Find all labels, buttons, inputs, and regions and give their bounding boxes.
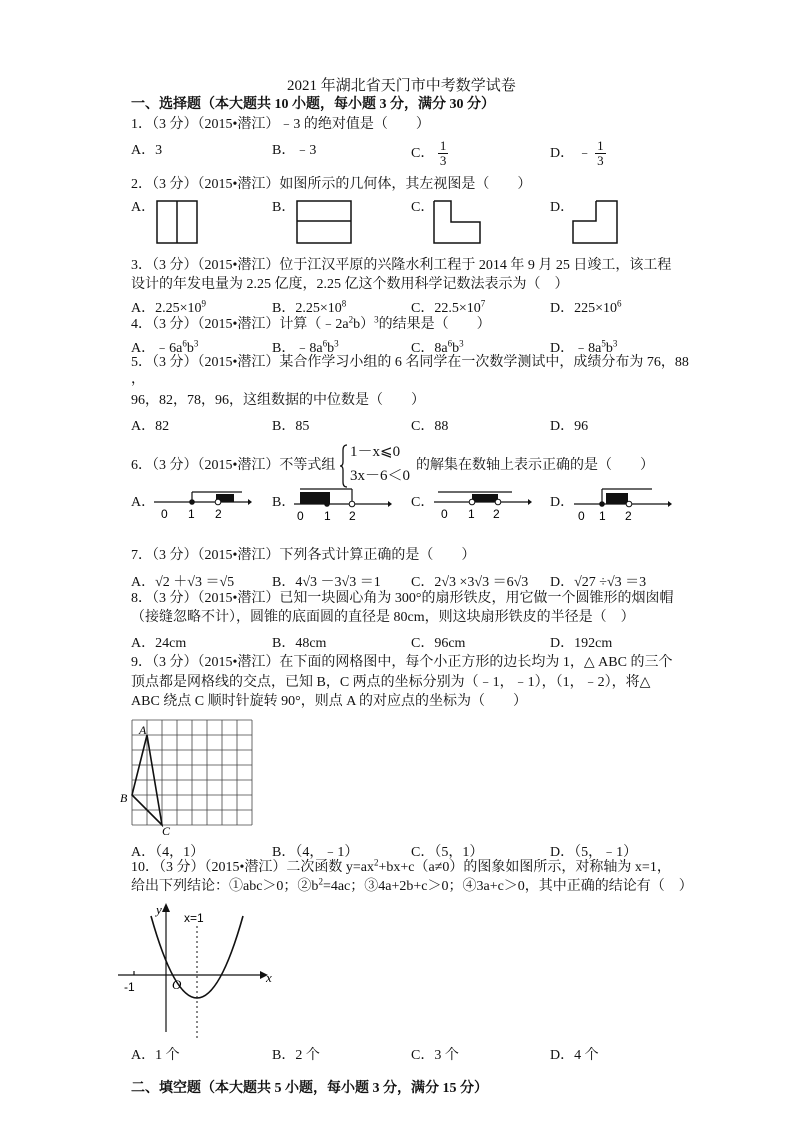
q3-option-c[interactable] <box>411 297 485 317</box>
exponent: 2 <box>374 857 379 868</box>
q10-parabola-graph <box>118 900 278 1040</box>
document-title: 2021 年湖北省天门市中考数学试卷 <box>287 78 516 94</box>
x-axis-label: x <box>266 970 272 985</box>
q6-numberline-a <box>152 488 252 524</box>
q10-line2-post: =4ac；③4a+2b+c＞0；④3a+c＞0，其中正确的结论有（ ） <box>322 879 693 894</box>
q1-option-c-label: C． <box>411 146 435 162</box>
q4-option-d[interactable] <box>550 337 617 357</box>
q1-option-b[interactable]: B．﹣3 <box>272 143 317 158</box>
q6-b-tick-2: 2 <box>349 509 356 523</box>
q3-option-b[interactable] <box>272 297 346 317</box>
q3-option-a-text: A．2.25×10 <box>131 301 202 316</box>
q3-stem-line1: 3．（3 分）（2015•潜江）位于江汉平原的兴隆水利工程于 2014 年 9 月 25 日竣工，该工程 <box>131 258 672 273</box>
q7-option-b[interactable] <box>272 571 381 591</box>
q9-option-c[interactable]: C．（5，1） <box>411 845 484 860</box>
q2-view-b-figure <box>296 200 352 244</box>
q4-b-var: b <box>327 341 335 356</box>
q7-b-label: B． <box>272 575 296 590</box>
q6-option-a[interactable]: A． <box>131 495 156 510</box>
fraction-numerator: 1 <box>439 138 447 153</box>
q5-option-d[interactable]: D．96 <box>550 419 589 434</box>
q6-stem-pre: 6．（3 分）（2015•潜江）不等式组 <box>131 458 336 473</box>
symmetry-axis-label: x=1 <box>184 911 204 925</box>
q6-b-tick-1: 1 <box>324 509 331 523</box>
q1-option-d-label: D． <box>550 146 575 162</box>
q2-option-a[interactable]: A． <box>131 200 156 215</box>
q3-option-d-text: D．225×10 <box>550 301 618 316</box>
exponent: 3 <box>612 338 618 349</box>
q5-option-a[interactable]: A．82 <box>131 419 170 434</box>
q10-option-b[interactable]: B．2 个 <box>272 1048 320 1063</box>
q3-stem-line2: 设计的年发电量为 2.25 亿度，2.25 亿这个数用科学记数法表示为（ ） <box>131 277 569 292</box>
q4-d-var: b <box>605 341 613 356</box>
q6-numberline-b <box>292 486 392 524</box>
q6-option-d[interactable]: D． <box>550 495 575 510</box>
q4-c-var: b <box>452 341 460 356</box>
q6-numberline-c <box>432 488 532 524</box>
q6-numberline-d <box>572 486 672 524</box>
q10-line1-post: +bx+c（a≠0）的图象如图所示，对称轴为 x=1， <box>378 860 671 875</box>
exponent: 6 <box>182 338 187 349</box>
point-b-label: B <box>120 791 128 805</box>
q7-a-label: A． <box>131 575 156 590</box>
q1-option-c[interactable] <box>411 139 448 169</box>
q1-option-d-fraction <box>595 139 606 169</box>
exponent: 7 <box>480 298 486 309</box>
q4-b-text: B．﹣8a <box>272 341 323 356</box>
q4-stem <box>131 314 491 334</box>
q4-stem-pre: 4．（3 分）（2015•潜江）计算（﹣2a <box>131 317 349 332</box>
q6-inequality-2: 3x－6＜0 <box>350 468 411 484</box>
exponent: 6 <box>447 338 453 349</box>
q10-stem-line1 <box>131 857 671 877</box>
q9-stem-line1: 9．（3 分）（2015•潜江）在下面的网格图中，每个小正方形的边长均为 1，△ ABC 的三个 <box>131 655 673 670</box>
q4-stem-post: 的结果是（ ） <box>378 317 491 332</box>
q6-inequality-1: 1－x⩽0 <box>350 444 401 460</box>
q4-stem-mid: b） <box>353 317 375 332</box>
q8-option-a[interactable]: A．24cm <box>131 636 187 651</box>
q1-stem: 1．（3 分）（2015•潜江）﹣3 的绝对值是（ ） <box>131 117 430 132</box>
fraction-numerator: 1 <box>597 138 604 153</box>
q7-option-c[interactable] <box>411 571 528 591</box>
exponent: 3 <box>459 338 464 349</box>
fraction-denominator: 3 <box>439 153 447 169</box>
q7-c-expr: 2√3 ×3√3 ＝6√3 <box>434 575 529 590</box>
q1-option-d[interactable] <box>550 139 606 169</box>
exponent: 5 <box>601 338 606 349</box>
exponent: 3 <box>374 314 379 325</box>
q3-option-c-text: C．22.5×10 <box>411 301 481 316</box>
q4-a-text: A．﹣6a <box>131 341 183 356</box>
q9-stem-line2: 顶点都是网格线的交点，已知 B，C 两点的坐标分别为（﹣1，﹣1），（1，﹣2），将△ <box>131 675 651 690</box>
q4-a-var: b <box>186 341 194 356</box>
q5-stem-line2: 96，82，78，96，这组数据的中位数是（ ） <box>131 393 425 408</box>
q4-option-b[interactable] <box>272 337 339 357</box>
q2-view-d-figure <box>572 200 618 244</box>
q7-d-expr: √27 ÷√3 ＝3 <box>574 575 647 590</box>
exponent: 3 <box>334 338 339 349</box>
q6-stem-post: 的解集在数轴上表示正确的是（ ） <box>416 458 654 473</box>
q6-brace <box>340 444 348 488</box>
q6-c-tick-0: 0 <box>441 507 448 521</box>
q6-a-tick-0: 0 <box>161 507 168 521</box>
grid-lines <box>132 720 252 825</box>
q8-stem-line1: 8．（3 分）（2015•潜江）已知一块圆心角为 300°的扇形铁皮，用它做一个圆锥形的烟囱帽 <box>131 591 674 606</box>
q4-option-a[interactable] <box>131 337 198 357</box>
section-2-heading: 二、填空题（本大题共 5 小题，每小题 3 分，满分 15 分） <box>131 1081 488 1096</box>
section-1-heading: 一、选择题（本大题共 10 小题，每小题 3 分，满分 30 分） <box>131 97 495 112</box>
q9-option-b[interactable]: B．（4，﹣1） <box>272 845 359 860</box>
q7-option-d[interactable] <box>550 571 646 591</box>
q2-stem: 2．（3 分）（2015•潜江）如图所示的几何体，其左视图是（ ） <box>131 177 532 192</box>
q6-a-tick-1: 1 <box>188 507 195 521</box>
q4-d-text: D．﹣8a <box>550 341 602 356</box>
q7-option-a[interactable] <box>131 571 234 591</box>
y-axis-arrow <box>162 903 170 912</box>
q7-d-label: D． <box>550 575 575 590</box>
q3-option-b-text: B．2.25×10 <box>272 301 342 316</box>
point-a-label: A <box>139 723 147 737</box>
q10-line2-pre: 给出下列结论：①abc＞0；②b <box>131 879 319 894</box>
q6-b-tick-0: 0 <box>297 509 304 523</box>
y-axis-label: y <box>156 902 162 917</box>
exponent: 9 <box>201 298 207 309</box>
q10-option-d[interactable]: D．4 个 <box>550 1048 599 1063</box>
q6-c-tick-2: 2 <box>493 507 500 521</box>
q6-d-tick-1: 1 <box>599 509 606 523</box>
q6-a-tick-2: 2 <box>215 507 222 521</box>
q10-line1-pre: 10．（3 分）（2015•潜江）二次函数 y=ax <box>131 860 375 875</box>
origin-label: O <box>172 977 182 992</box>
q8-stem-line2: （接缝忽略不计），圆锥的底面圆的直径是 80cm，则这块扇形铁皮的半径是（ ） <box>131 610 635 625</box>
fraction-denominator: 3 <box>597 153 604 169</box>
q10-option-c[interactable]: C．3 个 <box>411 1048 459 1063</box>
q5-option-c[interactable]: C．88 <box>411 419 449 434</box>
q10-option-a[interactable]: A．1 个 <box>131 1048 180 1063</box>
q1-option-a[interactable]: A．3 <box>131 143 163 158</box>
point-c-label: C <box>162 824 171 838</box>
q2-option-c[interactable]: C． <box>411 200 435 215</box>
q5-stray-comma: ， <box>131 372 145 387</box>
q9-stem-line3: ABC 绕点 C 顺时针旋转 90°，则点 A 的对应点的坐标为（ ） <box>131 694 528 709</box>
q5-stem-line1: 5．（3 分）（2015•潜江）某合作学习小组的 6 名同学在一次数学测试中，成绩分布为 76，88 <box>131 355 689 370</box>
q2-view-a-figure <box>156 200 198 244</box>
exponent: 3 <box>193 338 199 349</box>
q9-option-d[interactable]: D．（5，﹣1） <box>550 845 638 860</box>
q10-stem-line2 <box>131 876 693 896</box>
q2-view-c-figure <box>433 200 481 244</box>
exponent: 2 <box>348 314 354 325</box>
q6-d-tick-2: 2 <box>625 509 632 523</box>
q7-c-label: C． <box>411 575 435 590</box>
q2-option-d[interactable]: D． <box>550 200 575 215</box>
q4-option-c[interactable] <box>411 337 464 357</box>
q9-grid-figure <box>120 718 260 840</box>
q6-option-b[interactable]: B． <box>272 495 296 510</box>
exponent: 6 <box>322 338 328 349</box>
q7-stem: 7．（3 分）（2015•潜江）下列各式计算正确的是（ ） <box>131 548 476 563</box>
q8-option-d[interactable]: D．192cm <box>550 636 613 651</box>
q3-option-a[interactable] <box>131 297 206 317</box>
q1-option-c-fraction <box>438 139 449 169</box>
q7-b-expr: 4√3 －3√3 ＝1 <box>295 575 381 590</box>
q8-option-c[interactable]: C．96cm <box>411 636 466 651</box>
neg-one-label: -1 <box>124 980 135 994</box>
q8-option-b[interactable]: B．48cm <box>272 636 327 651</box>
q6-option-c[interactable]: C． <box>411 495 435 510</box>
exponent: 6 <box>617 298 622 309</box>
q3-option-d[interactable] <box>550 297 622 317</box>
q6-c-tick-1: 1 <box>468 507 475 521</box>
exponent: 8 <box>341 298 347 309</box>
q6-d-tick-0: 0 <box>578 509 585 523</box>
q2-option-b[interactable]: B． <box>272 200 296 215</box>
q5-option-b[interactable]: B．85 <box>272 419 310 434</box>
q9-option-a[interactable]: A．（4，1） <box>131 845 205 860</box>
exponent: 2 <box>318 876 323 887</box>
q4-c-text: C．8a <box>411 341 448 356</box>
q7-a-expr: √2 ＋√3 ＝√5 <box>155 575 235 590</box>
q1-option-d-sign: ﹣ <box>577 146 592 162</box>
